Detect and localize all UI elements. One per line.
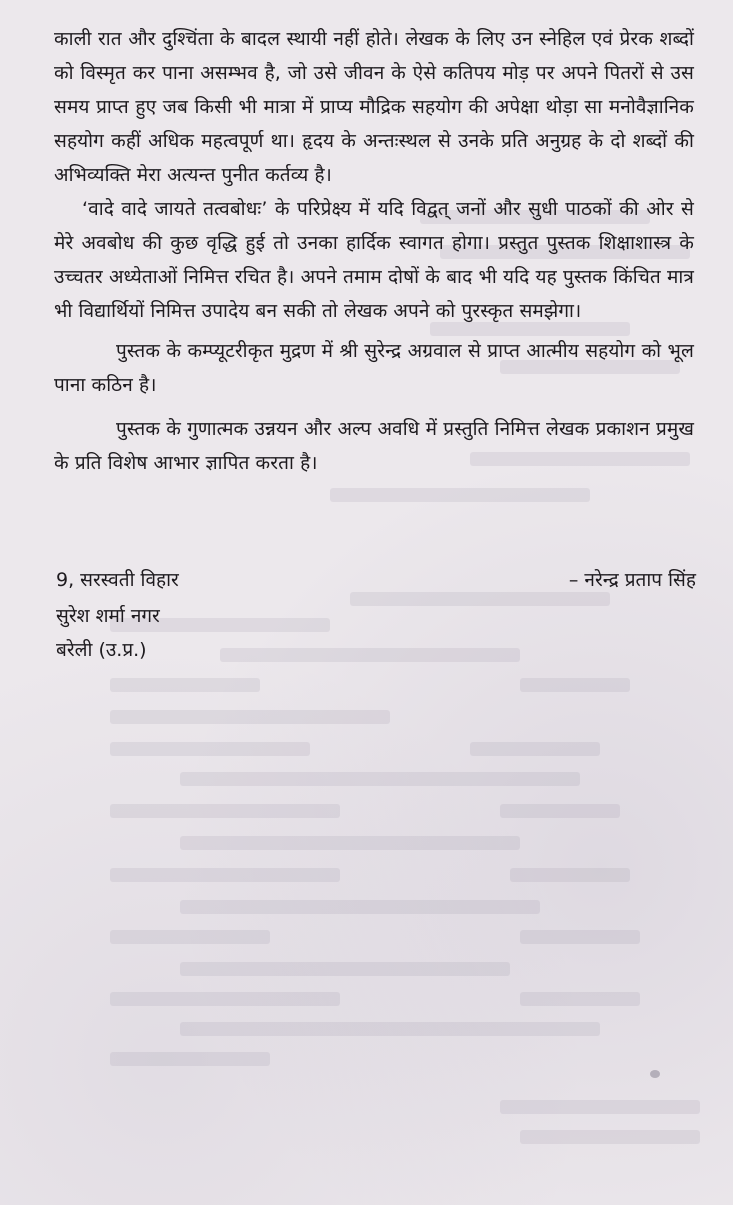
paragraph-publisher: पुस्तक के गुणात्मक उन्नयन और अल्प अवधि में प्रस्तुति निमित्त लेखक प्रकाशन प्रमुख के प्रति विशेष आभार ज्ञापित करता है। [54, 418, 694, 474]
preface-body [54, 22, 694, 480]
address-line-2: सुरेश शर्मा नगर [56, 605, 160, 627]
paragraph-gratitude: काली रात और दुश्चिंता के बादल स्थायी नहीं होते। लेखक के लिए उन स्नेहिल एवं प्रेरक शब्दों को विस्मृत कर पाना असम्भव है, जो उसे जीवन के ऐसे कतिपय मोड़ पर अपने पितरों से उस समय प्राप्त हुए जब किसी भी मात्रा में प्राप्य मौद्रिक सहयोग की अपेक्षा थोड़ा सा मनोवैज्ञानिक सहयोग कहीं अधिक महत्वपूर्ण था। हृदय के अन्तःस्थल से उनके प्रति अनुग्रह के दो शब्दों की अभिव्यक्ति मेरा अत्यन्त पुनीत कर्तव्य है। [54, 28, 694, 186]
signature-row [56, 564, 696, 598]
paragraph-printing: पुस्तक के कम्प्यूटरीकृत मुद्रण में श्री सुरेन्द्र अग्रवाल से प्राप्त आत्मीय सहयोग को भूल पाना कठिन है। [54, 340, 694, 396]
author-signature: – नरेन्द्र प्रताप सिंह [568, 569, 696, 591]
address-line-3: बरेली (उ.प्र.) [56, 639, 147, 661]
address-line-1: 9, सरस्वती विहार [56, 569, 179, 591]
paragraph-readers: ‘वादे वादे जायते तत्वबोधः’ के परिप्रेक्ष्य में यदि विद्वत् जनों और सुधी पाठकों की ओर से मेरे अवबोध की कुछ वृद्धि हुई तो उनका हार्दिक स्वागत होगा। प्रस्तुत पुस्तक शिक्षाशास्त्र के उच्चतर अध्येताओं निमित्त रचित है। अपने तमाम दोषों के बाद भी यदि यह पुस्तक किंचित मात्र भी विद्यार्थियों निमित्त उपादेय बन सकी तो लेखक अपने को पुरस्कृत समझेगा। [54, 198, 694, 322]
print-speck [650, 1070, 660, 1078]
